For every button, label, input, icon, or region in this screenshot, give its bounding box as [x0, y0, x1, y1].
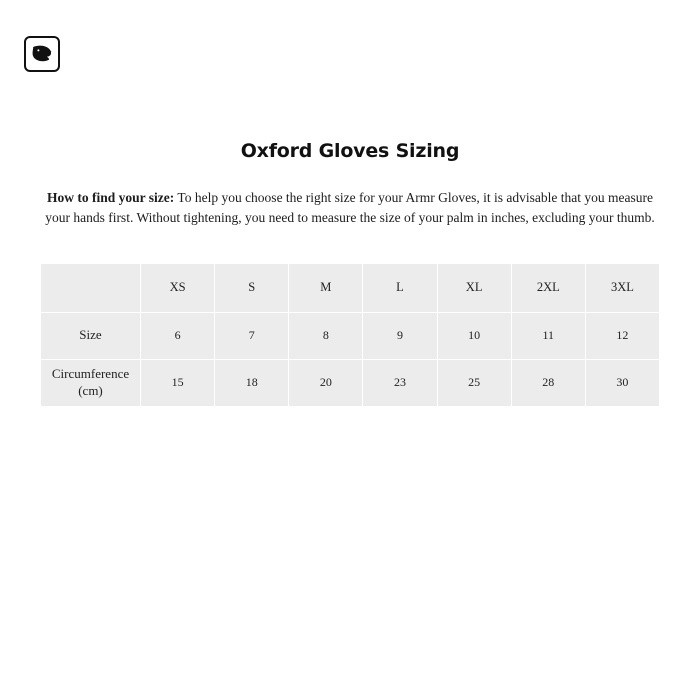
cell-size-l: 9	[363, 312, 437, 359]
column-header-2xl: 2XL	[511, 263, 585, 312]
intro-text: To help you choose the right size for your Armr Gloves, it is advisable that you measure your hands first. Without tightening, you need to measure the size of your palm in inches, excluding your thumb.	[45, 190, 655, 226]
cell-size-2xl: 11	[511, 312, 585, 359]
cell-size-xl: 10	[437, 312, 511, 359]
eagle-head-logo-icon	[30, 43, 54, 65]
table-row	[41, 312, 660, 359]
intro-paragraph	[44, 188, 656, 229]
cell-circumference-2xl: 28	[511, 359, 585, 406]
site-logo[interactable]	[24, 36, 60, 72]
cell-circumference-l: 23	[363, 359, 437, 406]
column-header-s: S	[215, 263, 289, 312]
table-header	[41, 263, 660, 312]
cell-circumference-xl: 25	[437, 359, 511, 406]
row-label-circumference: Circumference (cm)	[41, 359, 141, 406]
table-row	[41, 359, 660, 406]
cell-size-xs: 6	[141, 312, 215, 359]
page-title: Oxford Gloves Sizing	[240, 140, 460, 162]
cell-size-3xl: 12	[585, 312, 659, 359]
column-header-3xl: 3XL	[585, 263, 659, 312]
cell-circumference-s: 18	[215, 359, 289, 406]
sizing-document	[0, 140, 700, 407]
cell-circumference-3xl: 30	[585, 359, 659, 406]
cell-circumference-m: 20	[289, 359, 363, 406]
intro-lead: How to find your size:	[47, 190, 175, 205]
cell-size-s: 7	[215, 312, 289, 359]
size-table-wrapper	[0, 263, 700, 407]
cell-size-m: 8	[289, 312, 363, 359]
logo-border	[24, 36, 60, 72]
column-header-m: M	[289, 263, 363, 312]
cell-circumference-xs: 15	[141, 359, 215, 406]
size-chart-table	[40, 263, 660, 407]
column-header-l: L	[363, 263, 437, 312]
column-header-xl: XL	[437, 263, 511, 312]
row-label-size: Size	[41, 312, 141, 359]
column-header-xs: XS	[141, 263, 215, 312]
table-body	[41, 312, 660, 406]
table-header-row	[41, 263, 660, 312]
table-corner-cell	[41, 263, 141, 312]
